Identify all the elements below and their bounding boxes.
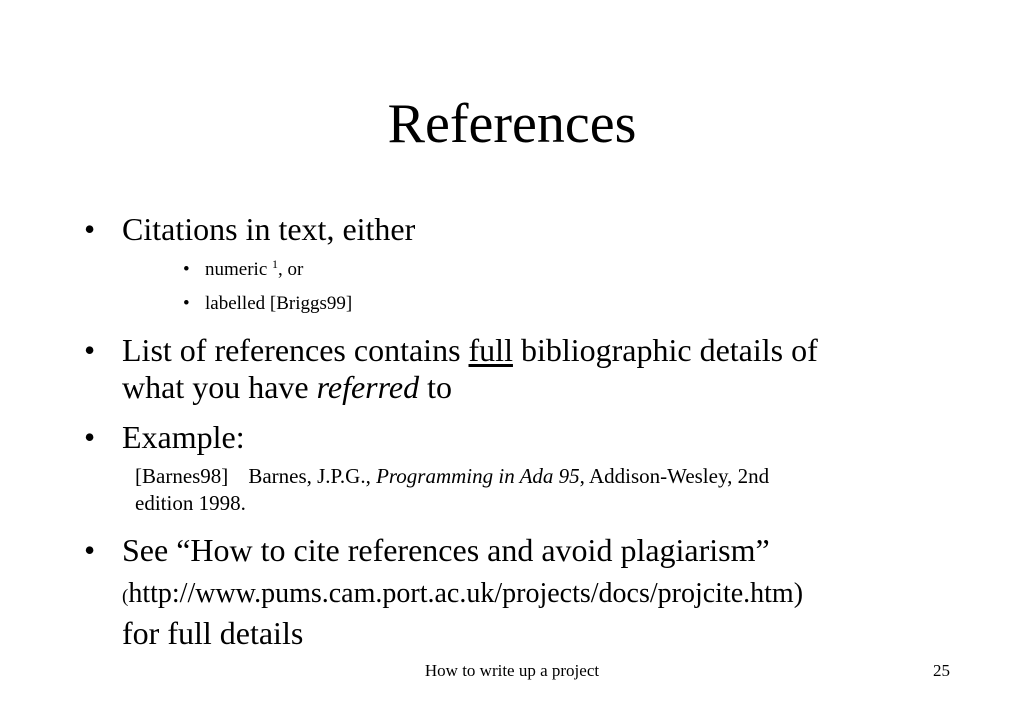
sub-bullet-marker: • xyxy=(183,259,190,280)
reference-url-line xyxy=(122,576,803,615)
numeric-superscript: 1 xyxy=(272,257,279,271)
sub-bullet-numeric xyxy=(205,258,303,282)
url-open-paren: ( xyxy=(122,586,129,607)
example-book-title: Programming in Ada 95 xyxy=(376,464,580,488)
list-refs-post: bibliographic details of xyxy=(512,332,818,368)
example-publisher: , Addison-Wesley, 2nd xyxy=(579,464,770,488)
reference-url: http://www.pums.cam.port.ac.uk/projects/docs/projcite.htm) xyxy=(128,578,804,609)
bullet-example: Example: xyxy=(122,419,245,455)
for-full-details: for full details xyxy=(122,615,304,651)
slide-title: References xyxy=(387,93,637,155)
footer-title: How to write up a project xyxy=(424,661,600,680)
bullet-marker: • xyxy=(84,332,96,368)
bullet-marker: • xyxy=(84,532,96,568)
list-refs-pre: List of references contains xyxy=(122,332,469,368)
example-author: Barnes, J.P.G., xyxy=(248,464,377,488)
bullet-list-of-references xyxy=(122,331,818,369)
underlined-full: full xyxy=(468,332,513,368)
sub-bullet-labelled: labelled [Briggs99] xyxy=(205,293,353,314)
bullet-citations: Citations in text, either xyxy=(122,211,416,247)
bullet-see-how-to-cite: See “How to cite references and avoid plagiarism” xyxy=(122,532,770,568)
numeric-suffix: , or xyxy=(278,259,304,280)
example-reference-line1 xyxy=(135,462,769,490)
page-number: 25 xyxy=(933,661,950,680)
bullet-marker: • xyxy=(84,419,96,455)
sub-bullet-marker: • xyxy=(183,293,190,314)
bullet-list-of-references-line2 xyxy=(122,368,452,406)
italic-referred: referred xyxy=(316,369,420,405)
example-reference-line2: edition 1998. xyxy=(135,491,246,515)
line2-post: to xyxy=(419,369,452,405)
example-key: [Barnes98] xyxy=(135,464,229,488)
numeric-label: numeric xyxy=(205,259,273,280)
bullet-marker: • xyxy=(84,211,96,247)
line2-pre: what you have xyxy=(122,369,317,405)
